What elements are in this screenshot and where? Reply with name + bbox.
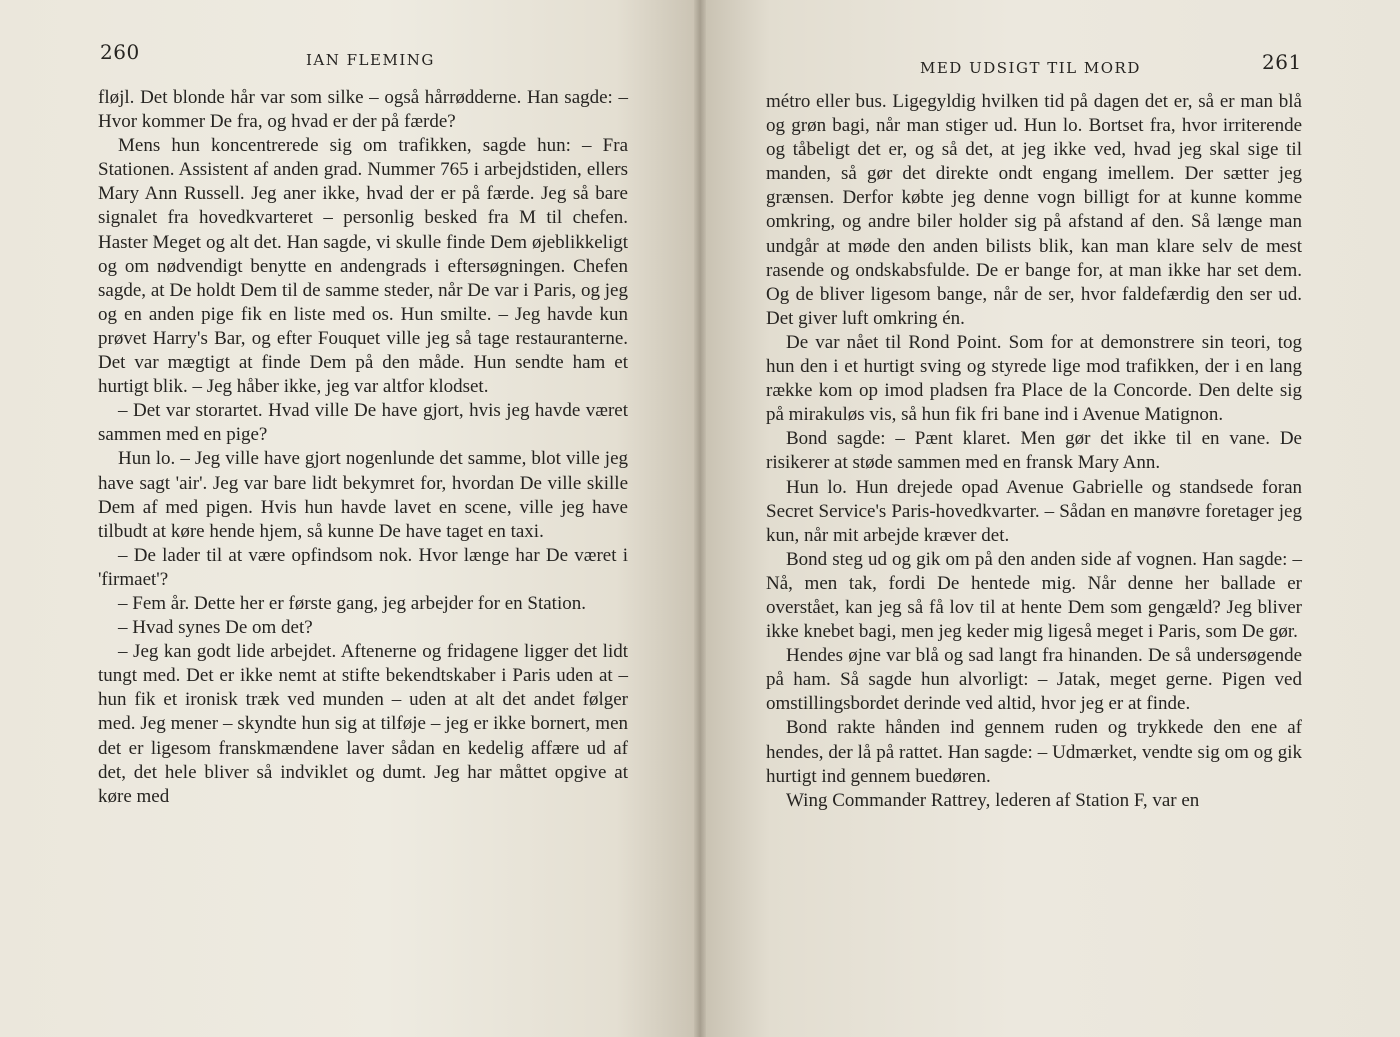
paragraph: métro eller bus. Ligegyldig hvilken tid på dagen det er, så er man blå og grøn bagi, når man stiger ud. Hun lo. Bortset fra, hvor irriterende og tåbeligt det er, og så det, at jeg ikke ved, hvad jeg skal sige til manden, så gør det direkte ondt engang imellem. Der sætter jeg grænsen. Derfor købte jeg denne vogn billigt for at kunne komme omkring, og andre biler holder sig på afstand af den. Så længe man undgår at møde den anden bilists blik, kan man klare selv de mest rasende og ondskabsfulde. De er bange for, at man ikke har set dem. Og de bliver ligesom bange, når de ser, hvor faldefærdig den ser ud. Det giver luft omkring én. — [766, 91, 1302, 329]
right-page-body — [766, 90, 1302, 813]
paragraph: – Det var storartet. Hvad ville De have gjort, hvis jeg havde været sammen med en pige? — [98, 400, 628, 446]
page-number-left: 260 — [100, 40, 140, 64]
right-page — [700, 0, 1400, 1037]
paragraph: Wing Commander Rattrey, lederen af Station F, var en — [786, 789, 1200, 811]
paragraph: Bond rakte hånden ind gennem ruden og trykkede den ene af hendes, der lå på rattet. Han sagde: – Udmærket, vendte sig om og gik hurtigt ind gennem buedøren. — [766, 717, 1302, 787]
paragraph: – Fem år. Dette her er første gang, jeg arbejder for en Station. — [118, 592, 586, 614]
paragraph: – Hvad synes De om det? — [118, 617, 313, 639]
page-number-right: 261 — [1262, 50, 1302, 74]
paragraph: Hendes øjne var blå og sad langt fra hinanden. De så undersøgende på ham. Så sagde hun alvorligt: – Jatak, meget gerne. Pigen ved omstillingsbordet derinde ved altid, hvor jeg er at finde. — [766, 645, 1302, 715]
left-page-body — [98, 86, 628, 809]
paragraph: fløjl. Det blonde hår var som silke – også hårrødderne. Han sagde: – Hvor kommer De fra, og hvad er der på færde? — [98, 87, 628, 133]
running-head-left: IAN FLEMING — [306, 51, 435, 69]
paragraph: Mens hun koncentrerede sig om trafikken, sagde hun: – Fra Stationen. Assistent af anden grad. Nummer 765 i arbejdstiden, ellers Mary Ann Russell. Jeg aner ikke, hvad der er på færde. Jeg så bare signalet fra hovedkvarteret – personlig besked fra M til chefen. Haster Meget og alt det. Han sagde, vi skulle finde Dem øjeblikkeligt og om nødvendigt benytte en andengrads i eftersøgningen. Chefen sagde, at De holdt Dem til de samme steder, når De var i Paris, og jeg og en anden pige fik en liste med os. Hun smilte. – Jeg havde kun prøvet Harry's Bar, og efter Fouquet ville jeg så tage restauranterne. Det var mægtigt at finde Dem på den måde. Hun sendte ham et hurtigt blik. – Jeg håber ikke, jeg var altfor klodset. — [98, 135, 628, 398]
paragraph: – De lader til at være opfindsom nok. Hvor længe har De været i 'firmaet'? — [98, 544, 628, 590]
paragraph: Bond sagde: – Pænt klaret. Men gør det ikke til en vane. De risikerer at støde sammen med en fransk Mary Ann. — [766, 428, 1302, 474]
paragraph: Hun lo. Hun drejede opad Avenue Gabrielle og standsede foran Secret Service's Paris-hovedkvarter. – Sådan en manøvre foretager jeg kun, når mit arbejde kræver det. — [766, 476, 1302, 546]
paragraph: Bond steg ud og gik om på den anden side af vognen. Han sagde: – Nå, men tak, fordi De hentede mig. Når denne her ballade er overstået, kan jeg så få lov til at hente Dem som gengæld? Jeg bliver ikke knebet bagi, men jeg keder mig ligeså meget i Paris, som De gør. — [766, 548, 1302, 643]
paragraph: – Jeg kan godt lide arbejdet. Aftenerne og fridagene ligger det lidt tungt med. Det er ikke nemt at stifte bekendtskaber i Paris uden at – hun fik et ironisk træk ved munden – uden at alt det andet følger med. Jeg mener – skyndte hun sig at tilføje – jeg er ikke bornert, men det er ligesom franskmændene laver sådan en kedelig affære ud af det, det hele bliver så indviklet og dumt. Jeg har måttet opgive at køre med — [98, 641, 628, 807]
paragraph: Hun lo. – Jeg ville have gjort nogenlunde det samme, blot ville jeg have sagt 'air'. Jeg var bare lidt bekymret for, hvordan De ville skille Dem af med pigen. Hvis hun havde lavet en scene, ville jeg have tilbudt at køre hende hjem, så kunne De have taget en taxi. — [98, 448, 628, 542]
running-head-right: MED UDSIGT TIL MORD — [920, 59, 1141, 77]
paragraph: De var nået til Rond Point. Som for at demonstrere sin teori, tog hun den i et hurtigt sving og styrede lige mod trafikken, der i en lang række kom op imod pladsen fra Place de la Concorde. Den delte sig på mirakuløs vis, så hun fik fri bane ind i Avenue Matignon. — [766, 331, 1302, 426]
